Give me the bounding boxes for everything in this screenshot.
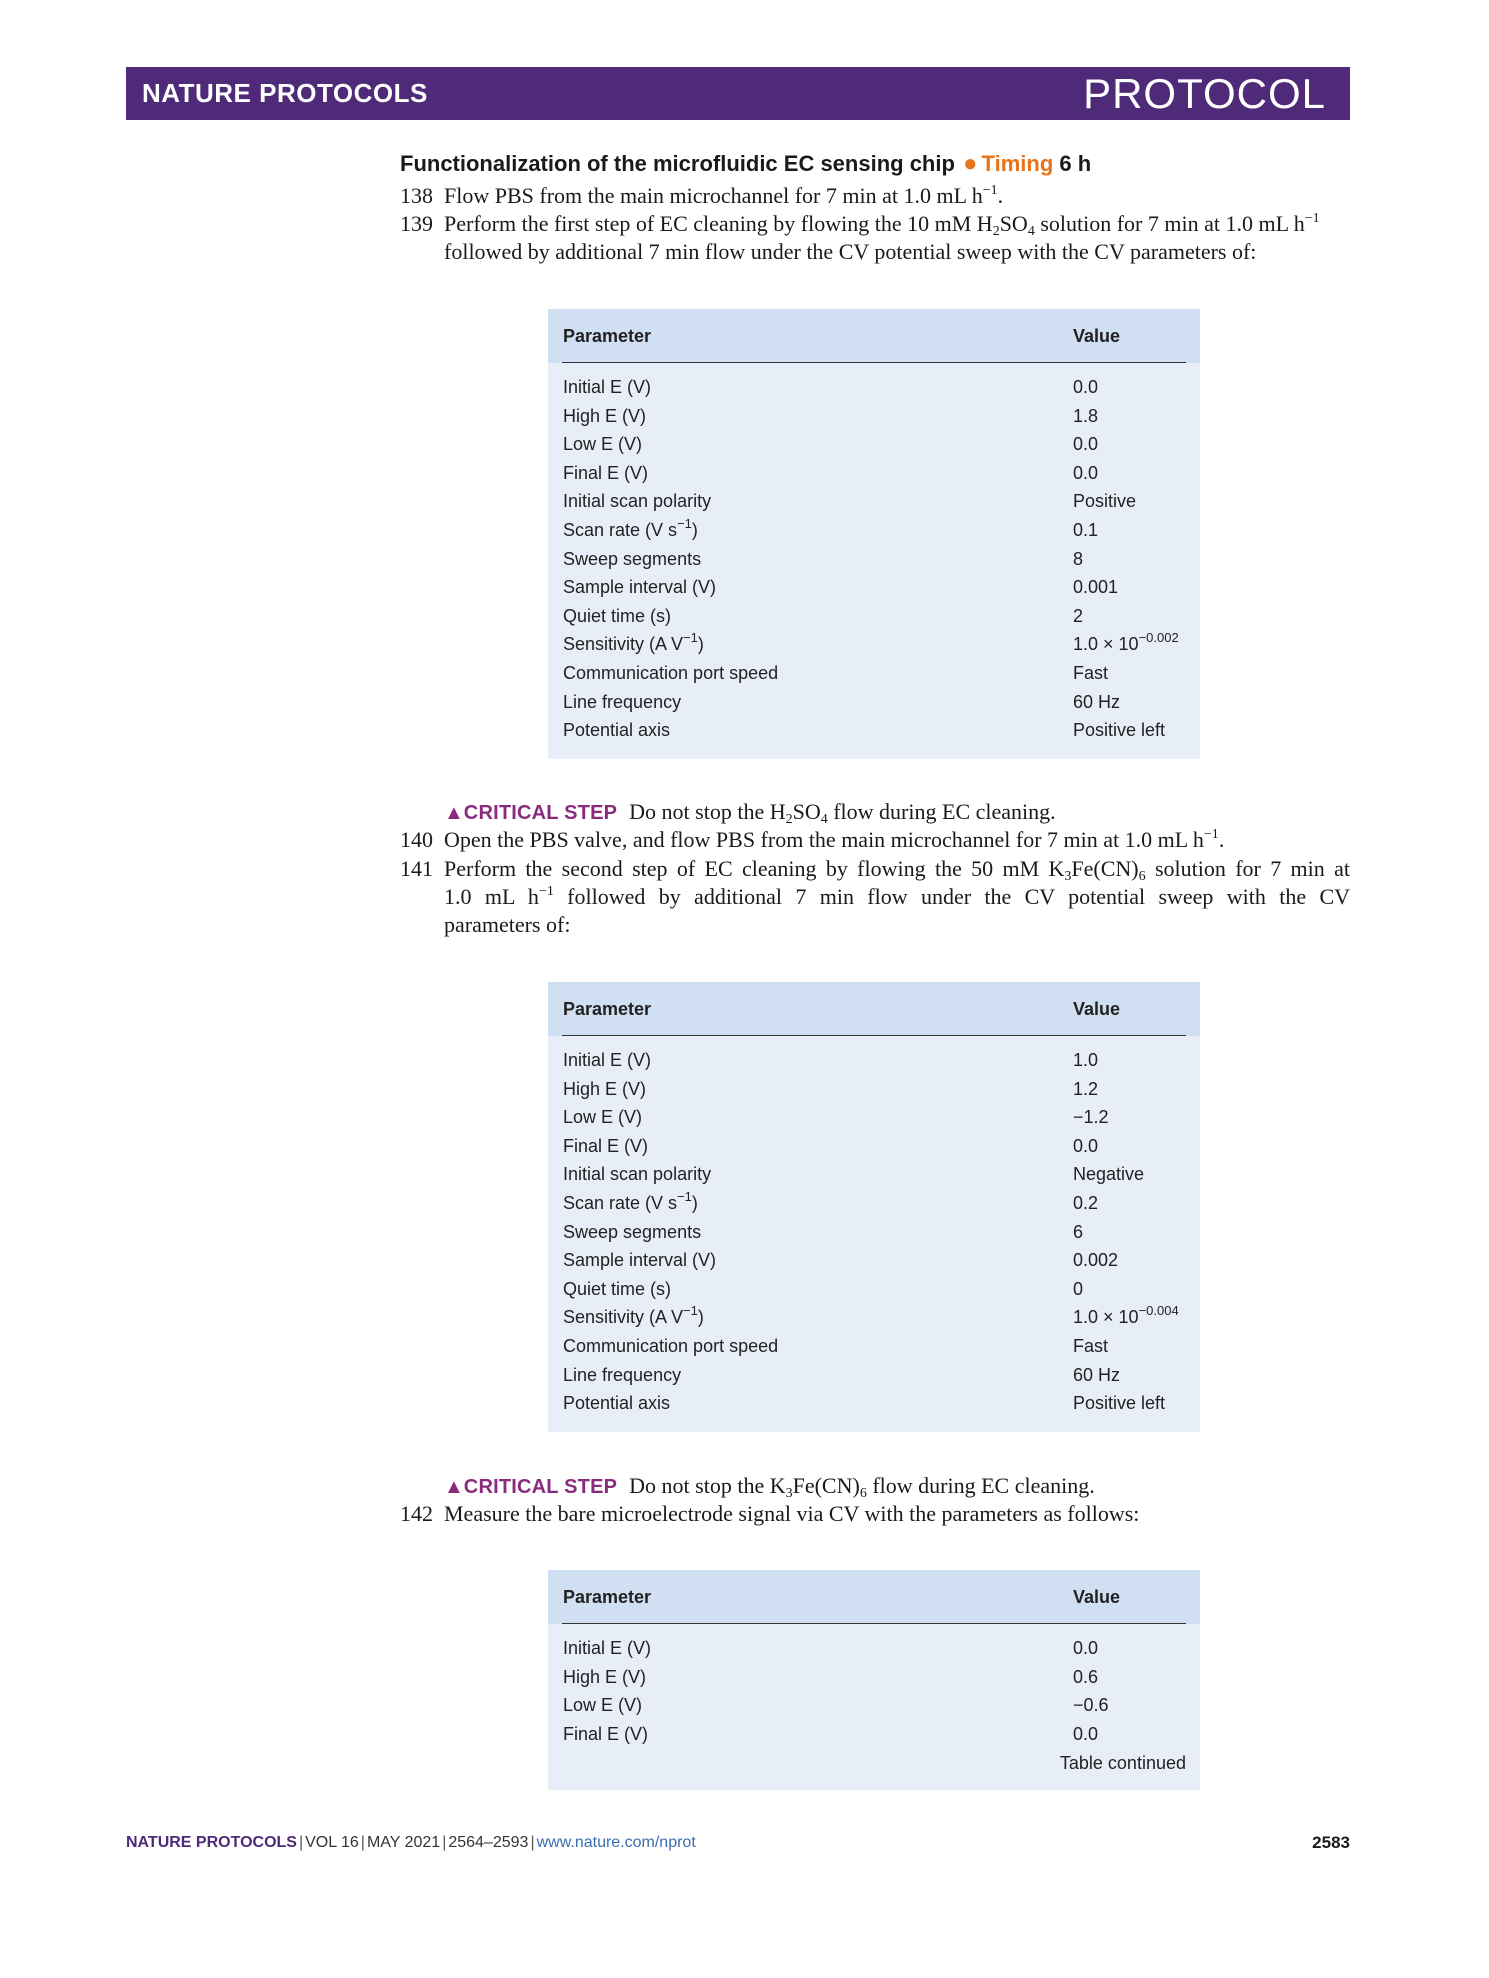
value-text: 0.0 — [1073, 1723, 1099, 1744]
step-text-part: Flow PBS from the main microchannel for 7 min at 1.0 mL h — [444, 183, 983, 208]
article-type: PROTOCOL — [1083, 69, 1326, 117]
critical-text-part: Fe(CN) — [792, 1473, 860, 1498]
table-row — [548, 1075, 1200, 1104]
parameter-text: Initial E (V) — [563, 377, 652, 397]
parameter-text: Initial E (V) — [563, 1050, 652, 1070]
parameter-cell — [563, 1336, 778, 1357]
footer-journal: NATURE PROTOCOLS — [126, 1834, 297, 1851]
parameter-cell — [563, 1222, 701, 1243]
footer-url-link[interactable]: www.nature.com/nprot — [536, 1834, 696, 1851]
value-text: 0.0 — [1073, 1638, 1099, 1658]
parameter-cell — [563, 1050, 651, 1071]
superscript: −1 — [1203, 827, 1219, 842]
table-row — [548, 487, 1200, 516]
table-row — [548, 516, 1200, 545]
parameter-text: Low E (V) — [563, 1695, 643, 1716]
value-text: 8 — [1073, 548, 1084, 569]
table-row — [548, 545, 1200, 574]
step-text-part: Fe(CN) — [1071, 856, 1139, 881]
step-text-part: solution for 7 min at 1.0 mL h — [1034, 211, 1305, 236]
parameter-cell — [563, 1250, 716, 1271]
parameter-text: ) — [697, 1307, 704, 1328]
value-text: 0.0 — [1073, 377, 1099, 397]
critical-text-part: flow during EC cleaning. — [866, 1473, 1095, 1498]
table-row — [548, 1275, 1200, 1304]
parameter-text: Potential axis — [563, 720, 671, 741]
critical-text-part: Do not stop the K — [629, 1473, 786, 1498]
subscript: 3 — [1064, 869, 1072, 884]
parameter-cell — [563, 663, 778, 684]
step-text-part: solution for 7 min at — [1145, 856, 1350, 881]
section-title: Functionalization of the microfluidic EC sensing chip — [400, 151, 955, 176]
step-line: parameters of: — [444, 912, 571, 937]
superscript: −0.002 — [1138, 630, 1179, 646]
superscript: −1 — [683, 630, 698, 646]
step-number: 138 — [400, 183, 433, 208]
step-text-part: followed by additional 7 min flow under the CV potential sweep with the CV — [553, 884, 1350, 909]
value-text: 0.1 — [1073, 519, 1099, 540]
value-cell — [1073, 491, 1136, 512]
column-header-value: Value — [1073, 326, 1121, 346]
parameter-cell — [563, 1164, 711, 1185]
step-text: Measure the bare microelectrode signal via CV with the parameters as follows: — [444, 1501, 1140, 1526]
step-line: followed by additional 7 min flow under the CV potential sweep with the CV parameters of: — [444, 239, 1257, 264]
parameter-cell — [563, 377, 651, 398]
step-text-part: Perform the first step of EC cleaning by flowing the 10 mM H — [444, 211, 993, 236]
cv-parameters-table-1 — [548, 309, 1200, 759]
step-text-part: . — [1218, 827, 1225, 852]
value-cell — [1073, 1279, 1083, 1300]
step-text-part: . — [997, 183, 1004, 208]
value-text: 0 — [1073, 1278, 1084, 1299]
subscript: 4 — [1027, 224, 1035, 239]
table-header — [548, 309, 1200, 363]
table-row — [548, 1246, 1200, 1275]
value-text: 0.6 — [1073, 1666, 1099, 1687]
superscript: −1 — [677, 1188, 692, 1204]
parameter-text: Final E (V) — [563, 1723, 649, 1744]
parameter-text: Sample interval (V) — [563, 1250, 717, 1271]
page-footer — [126, 1833, 1350, 1853]
timing-value: 6 h — [1059, 151, 1092, 176]
critical-label: CRITICAL STEP — [463, 1476, 618, 1498]
footer-separator: | — [360, 1834, 365, 1851]
value-text: Fast — [1073, 662, 1109, 683]
parameter-text: High E (V) — [563, 1078, 647, 1099]
table-row — [548, 1160, 1200, 1189]
table-row — [548, 1634, 1200, 1663]
value-text: 0.2 — [1073, 1192, 1099, 1213]
value-cell — [1073, 606, 1083, 627]
timing-label: Timing — [981, 151, 1054, 176]
header-rule — [562, 362, 1186, 363]
value-cell — [1073, 630, 1179, 655]
table-body — [548, 1624, 1200, 1750]
value-text: 2 — [1073, 605, 1084, 626]
value-cell — [1073, 1303, 1179, 1328]
parameter-text: Quiet time (s) — [563, 1278, 672, 1299]
parameter-cell — [563, 515, 698, 541]
value-text: 0.001 — [1073, 577, 1119, 598]
parameter-text: Sensitivity (A V — [563, 1307, 684, 1328]
value-text: 0.002 — [1073, 1250, 1119, 1271]
table-row — [548, 1103, 1200, 1132]
critical-step-1 — [444, 798, 1056, 827]
value-text: 0.0 — [1073, 1135, 1099, 1156]
critical-label: CRITICAL STEP — [463, 802, 618, 824]
superscript: −0.004 — [1138, 1303, 1179, 1319]
value-text: −1.2 — [1073, 1107, 1109, 1128]
value-cell — [1073, 1365, 1120, 1386]
timing-dot-icon: ● — [963, 150, 978, 177]
step-text-part: 1.0 mL h — [444, 884, 539, 909]
parameter-cell — [563, 1279, 671, 1300]
table-row — [548, 402, 1200, 431]
value-text: Positive left — [1073, 1393, 1166, 1414]
parameter-cell — [563, 1079, 646, 1100]
step-138 — [400, 182, 1350, 210]
parameter-text: Communication port speed — [563, 662, 779, 683]
table-header — [548, 1570, 1200, 1624]
parameter-cell — [563, 1107, 642, 1128]
table-row — [548, 1132, 1200, 1161]
subscript: 6 — [1138, 869, 1146, 884]
footer-separator: | — [530, 1834, 535, 1851]
value-text: Positive left — [1073, 720, 1166, 741]
parameter-text: Scan rate (V s — [563, 519, 678, 540]
footer-citation — [126, 1834, 696, 1852]
value-cell — [1073, 692, 1120, 713]
value-cell — [1073, 1667, 1098, 1688]
value-cell — [1073, 1193, 1098, 1214]
journal-name: NATURE PROTOCOLS — [142, 78, 428, 108]
table-row — [548, 430, 1200, 459]
warning-triangle-icon: ▲ — [444, 802, 464, 824]
step-number: 139 — [400, 211, 433, 236]
critical-text-part: flow during EC cleaning. — [827, 799, 1056, 824]
step-141 — [400, 855, 1350, 939]
table-row — [548, 1046, 1200, 1075]
value-text: 1.8 — [1073, 405, 1099, 426]
step-number: 140 — [400, 827, 433, 852]
parameter-text: Sweep segments — [563, 1221, 702, 1242]
parameter-cell — [563, 630, 704, 655]
value-cell — [1073, 406, 1098, 427]
parameter-text: Final E (V) — [563, 462, 649, 483]
value-text: Positive — [1073, 491, 1137, 512]
parameter-text: High E (V) — [563, 1666, 647, 1687]
parameter-text: Low E (V) — [563, 434, 643, 455]
parameter-cell — [563, 720, 670, 741]
table-row — [548, 459, 1200, 488]
footer-volume: VOL 16 — [305, 1834, 359, 1851]
table-bottom-padding — [548, 1776, 1200, 1790]
value-cell — [1073, 1050, 1098, 1071]
parameter-text: Potential axis — [563, 1393, 671, 1414]
value-cell — [1073, 1136, 1098, 1157]
cv-parameters-table-2 — [548, 982, 1200, 1432]
footer-separator: | — [442, 1834, 447, 1851]
parameter-cell — [563, 491, 711, 512]
value-cell — [1073, 463, 1098, 484]
parameter-cell — [563, 463, 648, 484]
section-heading — [400, 150, 1091, 178]
table-row — [548, 659, 1200, 688]
parameter-cell — [563, 692, 681, 713]
table-row — [548, 1389, 1200, 1418]
value-cell — [1073, 1393, 1165, 1414]
column-header-value: Value — [1073, 999, 1121, 1019]
table-body — [548, 363, 1200, 759]
value-text: −0.6 — [1073, 1695, 1109, 1716]
step-142 — [400, 1500, 1350, 1528]
page-number: 2583 — [1312, 1833, 1350, 1852]
value-cell — [1073, 1079, 1098, 1100]
value-cell — [1073, 1638, 1098, 1659]
value-cell — [1073, 1164, 1144, 1185]
value-text: 1.0 — [1073, 1050, 1099, 1070]
value-cell — [1073, 720, 1165, 741]
parameter-cell — [563, 1638, 651, 1659]
step-text-part: Open the PBS valve, and flow PBS from the main microchannel for 7 min at 1.0 mL h — [444, 827, 1204, 852]
parameter-cell — [563, 1695, 642, 1716]
parameter-cell — [563, 1365, 681, 1386]
parameter-text: Final E (V) — [563, 1135, 649, 1156]
value-cell — [1073, 377, 1098, 398]
subscript: 3 — [785, 1486, 793, 1501]
value-cell — [1073, 577, 1118, 598]
critical-text-part: SO — [792, 799, 821, 824]
table-row — [548, 602, 1200, 631]
table-row — [548, 1361, 1200, 1390]
parameter-text: ) — [697, 634, 704, 655]
step-line — [444, 883, 1350, 911]
value-cell — [1073, 1107, 1109, 1128]
subscript: 2 — [785, 812, 793, 827]
parameter-text: Quiet time (s) — [563, 605, 672, 626]
subscript: 4 — [820, 812, 828, 827]
journal-banner — [126, 67, 1350, 120]
parameter-cell — [563, 1667, 646, 1688]
step-text-part: SO — [999, 211, 1028, 236]
parameter-cell — [563, 1393, 670, 1414]
parameter-text: ) — [691, 519, 698, 540]
subscript: 2 — [992, 224, 1000, 239]
parameter-text: Scan rate (V s — [563, 1192, 678, 1213]
table-row — [548, 1332, 1200, 1361]
table-row — [548, 1720, 1200, 1749]
superscript: −1 — [982, 183, 998, 198]
step-number: 141 — [400, 856, 433, 881]
step-text — [444, 826, 1350, 854]
value-cell — [1073, 1336, 1108, 1357]
value-cell — [1073, 434, 1098, 455]
value-text: 0.0 — [1073, 462, 1099, 483]
table-row — [548, 716, 1200, 745]
step-140 — [400, 826, 1350, 854]
value-text: 60 Hz — [1073, 691, 1121, 712]
parameter-cell — [563, 406, 646, 427]
value-text: 0.0 — [1073, 434, 1099, 455]
footer-date: MAY 2021 — [366, 1834, 441, 1851]
value-text: 1.0 × 10 — [1073, 634, 1139, 655]
parameter-text: Sweep segments — [563, 548, 702, 569]
value-text: 1.2 — [1073, 1078, 1099, 1099]
parameter-cell — [563, 1188, 698, 1214]
header-rule — [562, 1035, 1186, 1036]
parameter-text: Initial E (V) — [563, 1638, 652, 1658]
parameter-text: Line frequency — [563, 691, 682, 712]
table-body — [548, 1036, 1200, 1432]
step-line — [444, 855, 1350, 883]
step-line — [444, 210, 1350, 238]
parameter-cell — [563, 549, 701, 570]
parameter-text: High E (V) — [563, 405, 647, 426]
step-text-part: Perform the second step of EC cleaning by flowing the 50 mM K — [444, 856, 1065, 881]
parameter-text: Initial scan polarity — [563, 1164, 712, 1185]
value-cell — [1073, 1222, 1083, 1243]
table-row — [548, 573, 1200, 602]
parameter-cell — [563, 1724, 648, 1745]
footer-separator: | — [298, 1834, 304, 1851]
superscript: −1 — [1304, 211, 1320, 226]
subscript: 6 — [859, 1486, 867, 1501]
footer-pages: 2564–2593 — [448, 1834, 529, 1851]
column-header-value: Value — [1073, 1587, 1121, 1607]
table-header — [548, 982, 1200, 1036]
parameter-text: Low E (V) — [563, 1107, 643, 1128]
column-header-parameter: Parameter — [563, 1587, 652, 1607]
value-text: Fast — [1073, 1335, 1109, 1356]
table-row — [548, 1303, 1200, 1332]
value-text: 1.0 × 10 — [1073, 1307, 1139, 1328]
critical-text-part: Do not stop the H — [629, 799, 786, 824]
table-row — [548, 1218, 1200, 1247]
superscript: −1 — [538, 884, 554, 899]
parameter-cell — [563, 1303, 704, 1328]
value-cell — [1073, 520, 1098, 541]
parameter-text: Line frequency — [563, 1364, 682, 1385]
parameter-text: Communication port speed — [563, 1335, 779, 1356]
value-text: 6 — [1073, 1221, 1084, 1242]
parameter-text: Initial scan polarity — [563, 491, 712, 512]
header-rule — [562, 1623, 1186, 1624]
table-continued-note: Table continued — [1059, 1753, 1186, 1774]
warning-triangle-icon: ▲ — [444, 1476, 464, 1498]
superscript: −1 — [683, 1303, 698, 1319]
column-header-parameter: Parameter — [563, 326, 652, 346]
value-cell — [1073, 1724, 1098, 1745]
value-cell — [1073, 549, 1083, 570]
value-cell — [1073, 663, 1108, 684]
step-number: 142 — [400, 1501, 433, 1526]
parameter-text: Sample interval (V) — [563, 577, 717, 598]
value-cell — [1073, 1250, 1118, 1271]
value-text: Negative — [1073, 1164, 1145, 1185]
table-row — [548, 1691, 1200, 1720]
parameter-cell — [563, 1136, 648, 1157]
table-row — [548, 373, 1200, 402]
step-139 — [400, 210, 1350, 266]
critical-step-2 — [444, 1472, 1095, 1501]
parameter-cell — [563, 577, 716, 598]
column-header-parameter: Parameter — [563, 999, 652, 1019]
parameter-text: ) — [691, 1192, 698, 1213]
table-row — [548, 1189, 1200, 1218]
value-text: 60 Hz — [1073, 1364, 1121, 1385]
value-cell — [1073, 1695, 1109, 1716]
step-text — [444, 855, 1350, 939]
parameter-cell — [563, 606, 671, 627]
superscript: −1 — [677, 515, 692, 531]
step-text — [444, 182, 1350, 210]
parameter-cell — [563, 434, 642, 455]
table-row — [548, 688, 1200, 717]
cv-parameters-table-3 — [548, 1570, 1200, 1790]
table-row — [548, 630, 1200, 659]
table-row — [548, 1663, 1200, 1692]
step-text — [444, 210, 1350, 266]
parameter-text: Sensitivity (A V — [563, 634, 684, 655]
